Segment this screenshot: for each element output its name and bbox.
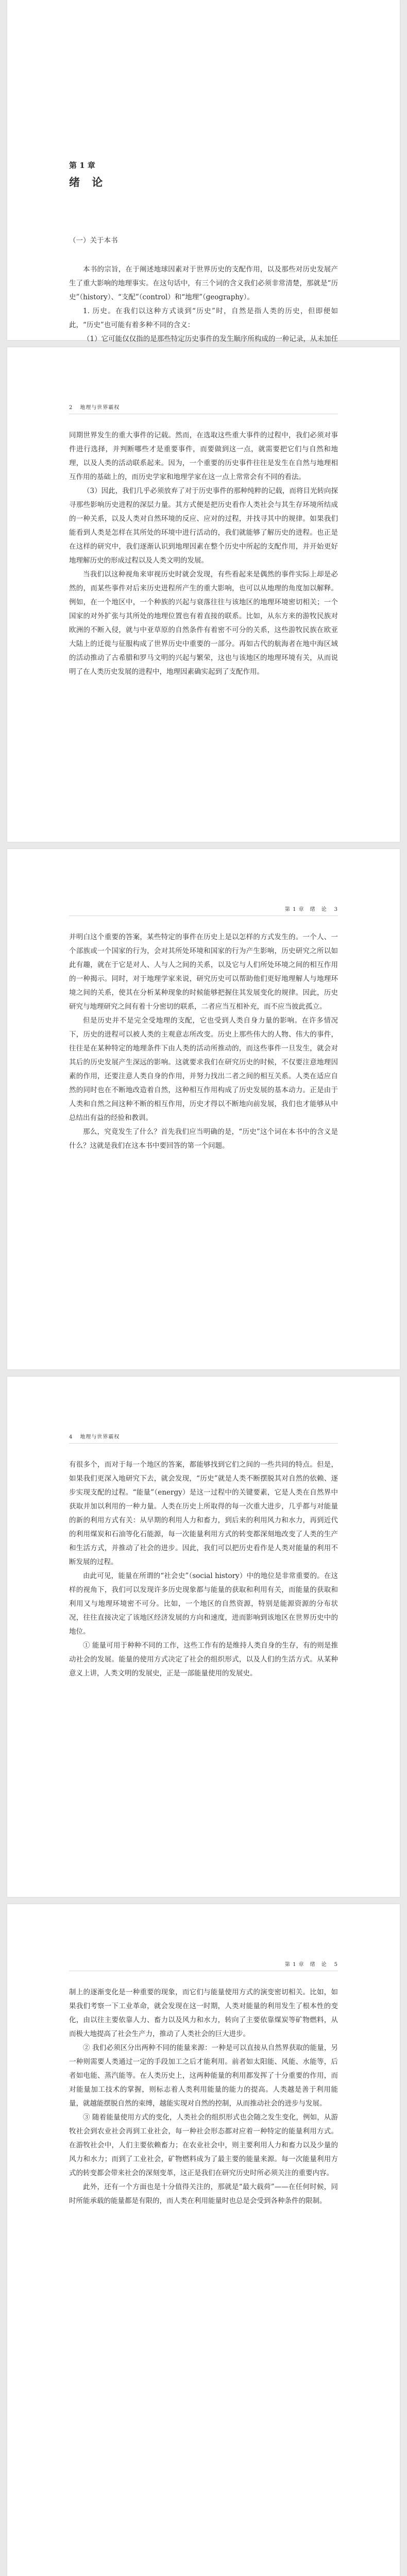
chapter-label: 第 1 章 bbox=[69, 161, 95, 170]
running-header bbox=[69, 1432, 338, 1444]
running-header bbox=[69, 905, 338, 916]
page-2 bbox=[7, 347, 400, 842]
paragraph: 当我们以这种视角来审视历史时就会发现，有些看起来是偶然的事件实际上却是必然的，而某些事件对后来历史进程所产生的重大影响，也可以从地理的角度加以解释。例如，在一个地区中，一个种族的兴起与衰落往往与该地区的地理环境密切相关；一个国家的对外扩张与其所处的地理位置也有着直接的联系。比如，从东方来的游牧民族对欧洲的不断入侵，就与中亚草原的自然条件有着密不可分的关系，这些游牧民族在欧亚大陆上的迁徙与征服构成了世界历史中重要的一部分。再如古代的航海者在地中海区域的活动推动了古希腊和罗马文明的兴起与繁荣，这也与该地区的地理环境有关，从而说明了在人类历史发展的进程中，地理因素确实起到了支配作用。 bbox=[69, 570, 338, 676]
chapter-title: 绪 论 bbox=[69, 176, 107, 189]
page-5 bbox=[7, 1904, 400, 2576]
paragraph: 本书的宗旨，在于阐述地球因素对于世界历史的支配作用，以及那些对历史发展产生了重大影响的地理事实。在这句话中，有三个词的含义我们必须非常清楚，那就是“历史”（history）、“支配”（control）和“地理”（geography）。 bbox=[69, 265, 338, 301]
page-1 bbox=[7, 0, 400, 343]
paragraph: 但是历史并不是完全受地理的支配，它也受到人类自身力量的影响。在许多情况下，历史的进程可以被人类的主观意志所改变。历史上那些伟大的人物、伟大的事件，往往是在某种特定的地理条件下由人类的活动所推动的，而这些事件一旦发生，就会对其后的历史发展产生深远的影响。这就要求我们在研究历史的时候，不仅要注意地理因素的作用，还要注意人类自身的作用，并努力找出二者之间的相互关系。人类在适应自然的同时也在不断地改造着自然，这种相互作用构成了历史发展的基本动力。正是由于人类和自然之间这种不断的相互作用，历史才得以不断地向前发展，我们也才能够从中总结出有益的经验和教训。 bbox=[69, 1016, 338, 1122]
paragraph: 此外，还有一个方面也是十分值得关注的，那就是“最大载荷”——在任何时候，同时所能承载的能量都是有限的，而人类在利用能量时也总是会受到各种条件的限制。 bbox=[69, 2183, 338, 2205]
page-4 bbox=[7, 1377, 400, 1897]
page-number: 5 bbox=[334, 1962, 338, 1968]
paragraph: （3）因此，我们几乎必须放弃了对于历史事件的那种纯粹的记载，而将目光转向探寻那些影响历史进程的深层力量。其方式便是把历史看作人类社会与其生存环境所结成的一种关系，以及人类对自然环境的反应、应对的过程，并找寻其中的规律。如果我们能看到人类是怎样在其所处的环境中进行活动的，我们就能够了解历史的进程。也正是在这样的研究中，我们逐渐认识到地理因素在整个历史中所起的支配作用，并开始更好地理解历史的形成过程以及人类文明的发展。 bbox=[69, 487, 338, 565]
header-title: 地理与世界霸权 bbox=[80, 1434, 120, 1440]
paragraph: 制上的逐渐变化是一种重要的现象，而它们与能量使用方式的演变密切相关。比如，如果我们考察一下工业革命，就会发现在这一时期，人类对能量的利用发生了根本性的变化，由以往主要依靠人力、畜力以及风力和水力，转向了主要依靠煤炭等矿物燃料，从而极大地提高了社会生产力，推动了人类社会的巨大进步。 bbox=[69, 1988, 338, 2038]
section-heading: （一）关于本书 bbox=[69, 236, 118, 245]
paragraph: 有很多个，而对于每一个地区的答案，都能够找到它们之间的一些共同的特点。但是，如果我们更深入地研究下去，就会发现，“历史”就是人类不断摆脱其对自然的依赖、逐步实现支配的过程。“能量”（energy）是这一过程中的关键要素，它是人类在自然界中获取并加以利用的一种力量。人类在历史上所取得的每一次重大进步，几乎都与对能量的新的利用方式有关：从早期的利用人力和畜力，到后来的利用风力和水力，再到近代的利用煤炭和石油等化石能源，每一次能量利用方式的转变都深刻地改变了人类的生产和生活方式，并推动了社会的进步。因此，我们可以把历史看作是人类对能量的利用不断发展的过程。 bbox=[69, 1461, 338, 1566]
paragraph: ① 能量可用于种种不同的工作，这些工作有的是维持人类自身的生存，有的则是推动社会的发展。能量的使用方式决定了社会的组织形式，以及人们的生活方式。从某种意义上讲，人类文明的发展史，正是一部能量使用的发展史。 bbox=[69, 1641, 338, 1677]
paragraph: 1. 历史。在我们以这种方式谈到“历史”时，自然是指人类的历史，但即便如此，“历史”也可能有着多种不同的含义： bbox=[69, 307, 338, 329]
running-header bbox=[69, 1960, 338, 1971]
paragraph: ② 我们必须区分出两种不同的能量来源：一种是可以直接从自然界获取的能量，另一种则需要人类通过一定的手段加工之后才能利用。前者如太阳能、风能、水能等，后者如电能、蒸汽能等。在人类历史上，这两种能量的利用都发挥了十分重要的作用，而对能量加工技术的掌握，则标志着人类利用能量的能力的提高。人类越是善于利用能量，就越能摆脱自然的束缚，越能实现对自然的控制，从而推动社会的进步与发展。 bbox=[69, 2044, 338, 2108]
header-title: 地理与世界霸权 bbox=[80, 405, 120, 411]
paragraph: 由此可见，能量在所谓的“社会史”（social history）中的地位是非常重要的。在这样的视角下，我们可以发现许多历史现象都与能量的获取和利用有关，而能量的获取和利用又与地理环境密不可分。比如，一个地区的自然资源，特别是能源资源的分布状况，往往直接决定了该地区经济发展的方向和速度，进而影响到该地区在世界历史中的地位。 bbox=[69, 1572, 338, 1636]
header-title: 第 1 章 绪 论 bbox=[284, 1962, 327, 1968]
paragraph: 那么，究竟发生了什么？首先我们应当明确的是，“历史”这个词在本书中的含义是什么？这就是我们在这本书中要回答的第一个问题。 bbox=[69, 1128, 338, 1150]
paragraph: （1）它可能仅仅指的是那些特定历史事件的发生顺序所构成的一种记录，从未加任 bbox=[83, 335, 338, 343]
paragraph: ③ 随着能量使用方式的变化，人类社会的组织形式也会随之发生变化，例如，从游牧社会到农业社会再到工业社会，每一种社会形态都对应着一种特定的能量利用方式。在游牧社会中，人们主要依赖畜力；在农业社会中，则主要利用人力和畜力以及少量的风力和水力；而到了工业社会，矿物燃料成为了最主要的能量来源。每一次能量利用方式的转变都会带来社会的深刻变革，这正是我们在研究历史时所必须关注的重要内容。 bbox=[69, 2113, 338, 2177]
page-number: 3 bbox=[334, 907, 338, 912]
page-number: 2 bbox=[69, 405, 73, 411]
page-number: 4 bbox=[69, 1434, 73, 1440]
running-header bbox=[69, 403, 338, 414]
paragraph: 同期世界发生的重大事件的记载。然而，在选取这些重大事件的过程中，我们必须对事件进行选择，并判断哪些才是重要事件，而要做到这一点，就需要把它们与自然和地理，以及人类的活动联系起来。因为，一个重要的历史事件往往是发生在自然与地理相互作用的基础上的，而历史学家和地理学家在这一点上常常会有不同的看法。 bbox=[69, 431, 338, 481]
paragraph: 并明白这个重要的答案，某些特定的事件在历史上是以怎样的方式发生的。一个人、一个部族或一个国家的行为，会对其所处环境和国家的行为产生影响，历史研究之所以如此有趣，就在于它是对人、人与人之间的关系，以及它与人们所处环境之间的相互作用的一种揭示。同时，对于地理学家来说，研究历史可以帮助他们更好地理解人与地理环境之间的关系，使其在分析某种现象的时候能够把握住其发展变化的规律。因此，历史研究与地理研究之间有着十分密切的联系，二者应当互相补充，而不应当彼此孤立。 bbox=[69, 933, 338, 1011]
header-title: 第 1 章 绪 论 bbox=[284, 907, 327, 912]
page-3 bbox=[7, 849, 400, 1369]
